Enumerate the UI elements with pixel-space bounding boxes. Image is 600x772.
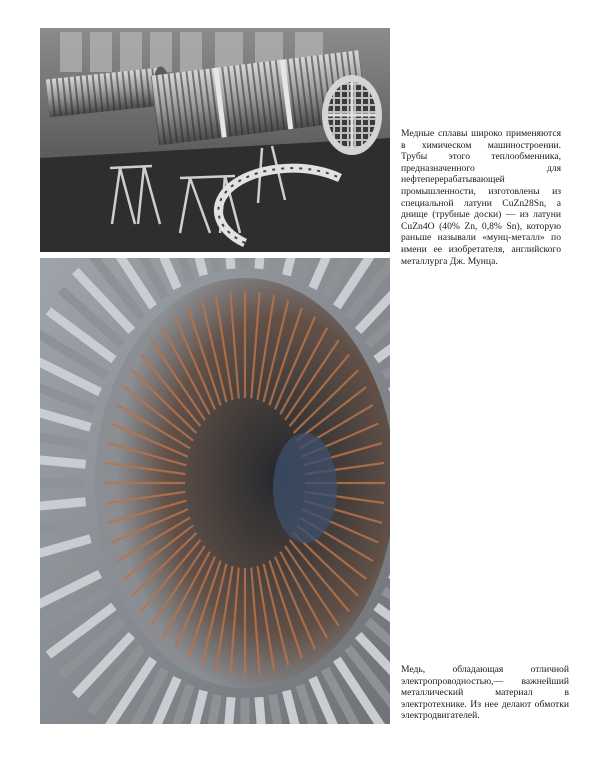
motor-stator-photo (40, 258, 390, 724)
motor-stator-caption: Медь, обладающая отличной электропроводностью,— важнейший металлический материал в электротехнике. Из нее делают обмотки электродвигателей. (401, 664, 569, 722)
heat-exchanger-photo (40, 28, 390, 252)
heat-exchanger-caption: Медные сплавы широко применяются в химическом машиностроении. Трубы этого теплообменника, предназначенного для нефтеперерабатывающей промышленности, изготовлены из специальной латуни CuZn28Sn, а днище (трубные доски) — из латуни CuZn4O (40% Zn, 0,8% Sn), которую раньше называли «мунц-металл» по имени ее изобретателя, английского металлурга Дж. Мунца. (401, 128, 561, 267)
heat-exchanger-image (40, 28, 390, 252)
motor-stator-image (40, 258, 390, 724)
